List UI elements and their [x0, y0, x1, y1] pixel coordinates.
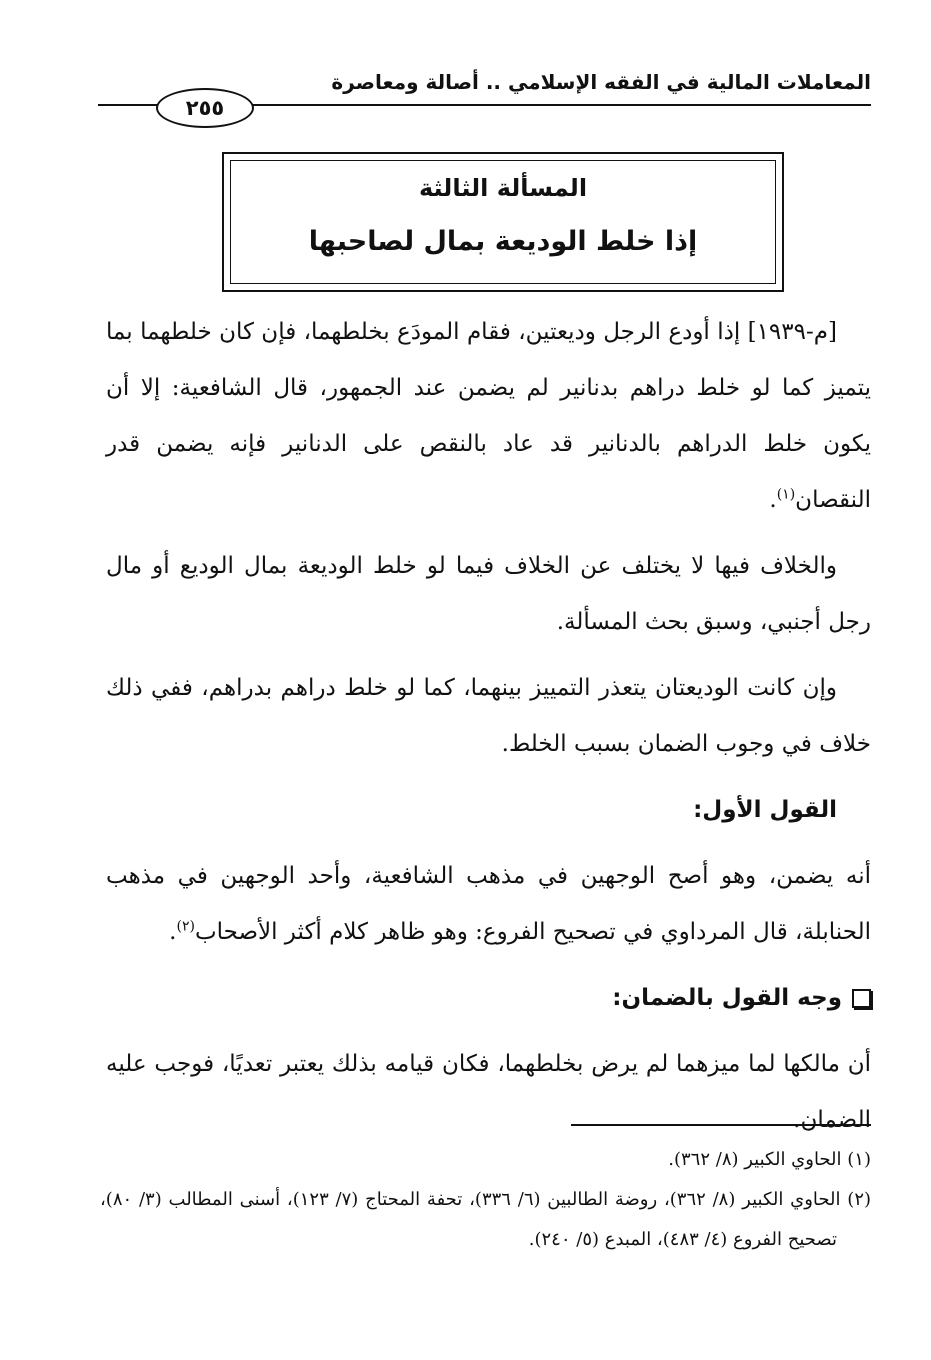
subheading-evidence — [106, 970, 871, 1026]
paragraph-4-text: أنه يضمن، وهو أصح الوجهين في مذهب الشافعية، وأحد الوجهين في مذهب الحنابلة، قال المرداوي في تصحيح الفروع: وهو ظاهر كلام أكثر الأصحاب — [106, 863, 871, 945]
paragraph-4-end: . — [169, 919, 177, 945]
paragraph-3: وإن كانت الوديعتان يتعذر التمييز بينهما، كما لو خلط دراهم بدراهم، ففي ذلك خلاف في وجوب الضمان بسبب الخلط. — [106, 675, 871, 757]
footnotes — [100, 1140, 871, 1260]
paragraph-1 — [106, 304, 871, 528]
footnote-ref-1: (١) — [776, 486, 796, 503]
section-title: المسألة الثالثة — [418, 174, 588, 202]
subheading-evidence-text: وجه القول بالضمان: — [612, 985, 842, 1011]
footnote-1: (١) الحاوي الكبير (٨/ ٣٦٢). — [668, 1149, 871, 1170]
footnote-ref-2: (٢) — [176, 918, 195, 935]
paragraph-5: أن مالكها لما ميزهما لم يرض بخلطهما، فكان قيامه بذلك يعتبر تعديًا، فوجب عليه الضمان. — [106, 1051, 871, 1133]
checkbox-bullet-icon — [852, 989, 871, 1008]
running-header-title: المعاملات المالية في الفقه الإسلامي .. أصالة ومعاصرة — [331, 70, 871, 94]
paragraph-4 — [106, 848, 871, 960]
footnote-separator — [571, 1124, 871, 1126]
subheading-first-opinion: القول الأول: — [693, 797, 837, 823]
body-text — [106, 304, 871, 1148]
paragraph-1-text: [م-١٩٣٩] إذا أودع الرجل وديعتين، فقام المودَع بخلطهما، فإن كان خلطهما بما يتميز كما لو خلط دراهم بدنانير لم يضمن عند الجمهور، قال الشافعية: إلا أن يكون خلط الدراهم بالدنانير قد عاد بالنقص على الدنانير فإنه يضمن قدر النقصان — [106, 319, 871, 513]
paragraph-1-end: . — [769, 487, 777, 513]
paragraph-2: والخلاف فيها لا يختلف عن الخلاف فيما لو خلط الوديعة بمال الوديع أو مال رجل أجنبي، وسبق بحث المسألة. — [106, 553, 871, 635]
section-title-box — [222, 152, 784, 292]
footnote-2: (٢) الحاوي الكبير (٨/ ٣٦٢)، روضة الطالبين (٦/ ٣٣٦)، تحفة المحتاج (٧/ ١٢٣)، أسنى المطالب (٣/ ٨٠)، تصحيح الفروع (٤/ ٤٨٣)، المبدع (٥/ ٢٤٠). — [100, 1189, 872, 1250]
section-subtitle: إذا خلط الوديعة بمال لصاحبها — [308, 226, 698, 257]
page-number-badge: ٢٥٥ — [156, 88, 254, 128]
